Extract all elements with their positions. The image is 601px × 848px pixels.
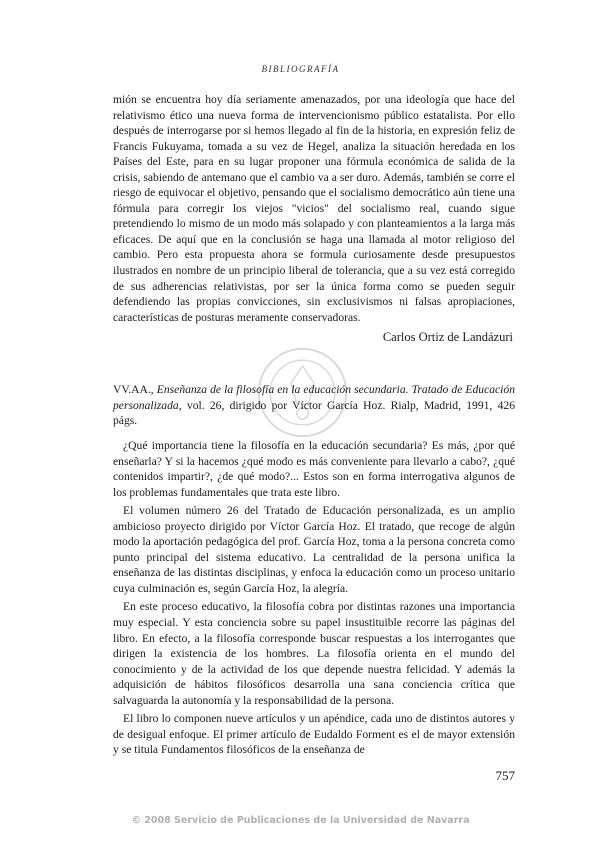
reference-line	[113, 382, 515, 429]
review-paragraph-2: El volumen número 26 del Tratado de Educación personalizada, es un amplio ambicioso proyecto dirigido por Víctor García Hoz. El tratado, que recoge de algún modo la aportación pedagógica del prof. García Hoz, toma a la persona concreta como punto principal del sistema educativo. La centralidad de la persona unifica la enseñanza de las distintas disciplinas, y enfoca la educación como un proceso unitario cuya culminación es, según García Hoz, la alegría.	[113, 504, 515, 595]
review-paragraph-4: El libro lo componen nueve artículos y un apéndice, cada uno de distintos autores y de desigual enfoque. El primer artículo de Eudaldo Forment es el de mayor extensión y se titula Fundamentos filosóficos de la enseñanza de	[113, 712, 515, 757]
review-paragraph-1: ¿Qué importancia tiene la filosofía en la educación secundaria? Es más, ¿por qué enseñarla? Y si la hacemos ¿qué modo es más conveniente para llevarlo a cabo?, ¿qué contenidos impartir?, ¿de qué modo?... Estos son en forma interrogativa algunos de los problemas fundamentales que trata este libro.	[113, 439, 515, 499]
review-paragraph-3: En este proceso educativo, la filosofía cobra por distintas razones una importancia muy especial. Y esta conciencia sobre su papel insustituible recorre las páginas del libro. En efecto, a la filosofía corresponde buscar respuestas a los interrogantes que dirigen la existencia de los hombres. La filosofía orienta en el mundo del conocimiento y de la actividad de los que depende nuestra felicidad. Y además la adquisición de hábitos filosóficos desarrolla una sana conciencia crítica que salvaguarda la autonomía y la responsabilidad de la persona.	[113, 600, 515, 707]
reference-title: Enseñanza de la filosofía en la educación secundaria. Tratado de Educación personalizada,	[113, 383, 515, 412]
continuation-paragraph: mión se encuentra hoy día seriamente amenazados, por una ideología que hace del relativismo ético una nueva forma de intervencionismo público estatalista. Por ello después de interrogarse por si hemos llegado al fin de la historia, en expresión feliz de Francis Fukuyama, tomada a su vez de Hegel, analiza la situación heredada en los Países del Este, para en su lugar proponer una fórmula económica de salida de la crisis, sabiendo de antemano que el cambio va a ser duro. Además, también se corre el riesgo de equivocar el objetivo, pensando que el socialismo democrático aún tiene una fórmula para corregir los viejos "vicios" del socialismo real, cuando sigue pretendiendo lo mismo de un modo más solapado y con planteamientos a la larga más eficaces. De aquí que en la conclusión se haga una llamada al motor religioso del cambio. Pero esta propuesta ahora se formula curiosamente desde presupuestos ilustrados en nombre de un principio liberal de tolerancia, que a su vez está corregido de sus adherencias relativistas, por ser la única forma como se pueden seguir defendiendo las propias convicciones, sin exclusivismos ni falsas apropiaciones, características de posturas meramente conservadoras.	[113, 93, 515, 324]
running-header: BIBLIOGRAFÍA	[261, 64, 340, 74]
review-signature: Carlos Ortiz de Landázuri	[382, 330, 513, 344]
reference-details: vol. 26, dirigido por Víctor García Hoz. Rialp, Madrid, 1991, 426 págs.	[113, 398, 515, 428]
review-body	[113, 438, 515, 761]
page-number: 757	[495, 768, 515, 783]
book-reference	[113, 382, 515, 429]
copyright-footer: © 2008 Servicio de Publicaciones de la Universidad de Navarra	[131, 815, 470, 826]
continuation-text-block	[113, 92, 515, 325]
reference-authors: VV.AA.,	[113, 383, 154, 396]
